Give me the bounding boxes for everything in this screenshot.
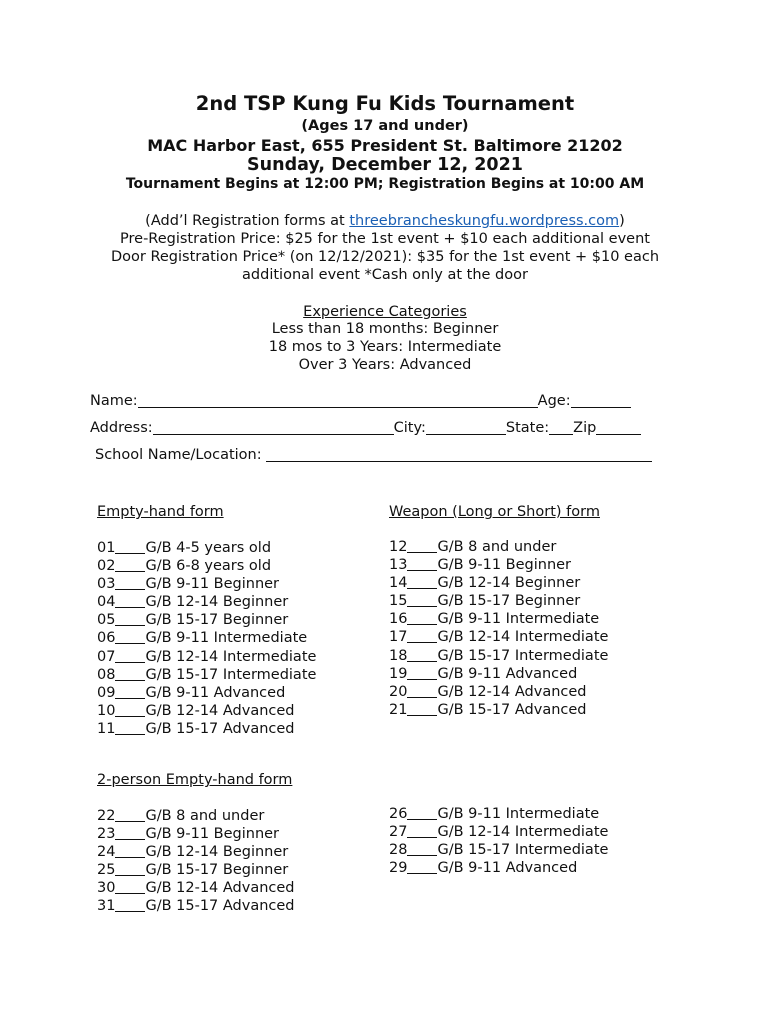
event-checkbox-blank[interactable] — [115, 612, 145, 626]
event-entry — [389, 628, 608, 646]
event-label: G/B 15-17 Intermediate — [437, 647, 609, 664]
event-label: G/B 15-17 Advanced — [145, 720, 295, 737]
event-entry — [97, 879, 295, 897]
event-checkbox-blank[interactable] — [407, 593, 437, 607]
event-checkbox-blank[interactable] — [407, 557, 437, 571]
age-label: Age: — [537, 393, 571, 409]
event-label: G/B 6-8 years old — [145, 558, 272, 575]
event-entry — [97, 593, 316, 611]
event-checkbox-blank[interactable] — [407, 684, 437, 698]
event-label: G/B 12-14 Beginner — [145, 594, 289, 611]
event-entry — [97, 720, 316, 738]
event-label: G/B 9-11 Advanced — [437, 665, 578, 682]
event-entry — [389, 665, 608, 683]
event-entry — [97, 611, 316, 629]
event-checkbox-blank[interactable] — [115, 880, 145, 894]
event-number: 26 — [389, 806, 408, 822]
event-entry — [97, 702, 316, 720]
forms-note — [0, 212, 770, 230]
event-label: G/B 12-14 Advanced — [145, 702, 295, 719]
event-label: G/B 9-11 Intermediate — [437, 806, 600, 822]
event-entry — [97, 825, 295, 843]
event-number: 15 — [389, 593, 408, 610]
state-label: State: — [505, 420, 550, 436]
event-entry — [389, 683, 608, 701]
event-entry — [389, 647, 608, 665]
event-entry — [97, 557, 316, 575]
event-number: 16 — [389, 611, 408, 628]
event-label: G/B 8 and under — [145, 808, 265, 824]
zip-field[interactable] — [596, 420, 641, 435]
event-number: 25 — [97, 862, 116, 879]
event-number: 09 — [97, 684, 116, 701]
event-entry — [97, 648, 316, 666]
event-number: 29 — [389, 860, 408, 877]
event-checkbox-blank[interactable] — [407, 702, 437, 716]
event-label: G/B 12-14 Intermediate — [437, 824, 609, 841]
experience-beginner: Less than 18 months: Beginner — [271, 321, 499, 337]
event-label: G/B 9-11 Intermediate — [437, 611, 600, 628]
event-entry — [97, 807, 295, 825]
two-person-heading: 2-person Empty-hand form — [97, 772, 293, 788]
name-age-row — [90, 393, 631, 409]
event-checkbox-blank[interactable] — [115, 721, 145, 735]
event-checkbox-blank[interactable] — [407, 842, 437, 856]
event-label: G/B 9-11 Advanced — [145, 684, 286, 701]
event-number: 23 — [97, 826, 116, 843]
event-number: 02 — [97, 558, 116, 575]
event-number: 07 — [97, 648, 116, 665]
event-entry — [97, 843, 295, 861]
weapon-heading: Weapon (Long or Short) form — [389, 504, 600, 520]
experience-advanced: Over 3 Years: Advanced — [298, 357, 472, 373]
event-entry — [97, 861, 295, 879]
event-entry — [97, 575, 316, 593]
experience-intermediate: 18 mos to 3 Years: Intermediate — [268, 339, 502, 355]
age-range: (Ages 17 and under) — [301, 118, 469, 134]
event-entry — [389, 610, 608, 628]
event-label: G/B 15-17 Beginner — [145, 612, 289, 629]
event-checkbox-blank[interactable] — [115, 826, 145, 840]
event-number: 17 — [389, 629, 408, 646]
event-number: 19 — [389, 665, 408, 682]
event-label: G/B 9-11 Beginner — [437, 557, 572, 574]
event-number: 27 — [389, 824, 408, 841]
door-registration-price: Door Registration Price* (on 12/12/2021): $35 for the 1st event + $10 each — [110, 249, 660, 265]
event-label: G/B 15-17 Beginner — [145, 862, 289, 879]
event-number: 18 — [389, 647, 408, 664]
event-entry — [389, 841, 608, 859]
event-number: 21 — [389, 701, 408, 718]
event-date: Sunday, December 12, 2021 — [247, 155, 523, 175]
address-label: Address: — [90, 420, 153, 436]
address-field[interactable] — [153, 420, 394, 435]
zip-label: Zip — [573, 420, 597, 436]
experience-heading: Experience Categories — [303, 304, 467, 320]
forms-note-prefix: (Add’l Registration forms at — [145, 213, 350, 229]
event-label: G/B 12-14 Intermediate — [145, 648, 317, 665]
event-checkbox-blank[interactable] — [115, 703, 145, 717]
event-checkbox-blank[interactable] — [407, 575, 437, 589]
event-checkbox-blank[interactable] — [115, 649, 145, 663]
event-times: Tournament Begins at 12:00 PM; Registration Begins at 10:00 AM — [125, 176, 645, 192]
event-number: 03 — [97, 576, 116, 593]
event-number: 30 — [97, 880, 116, 897]
event-label: G/B 15-17 Beginner — [437, 593, 581, 610]
empty-hand-list — [97, 539, 316, 738]
event-number: 20 — [389, 683, 408, 700]
event-label: G/B 9-11 Advanced — [437, 860, 578, 877]
event-entry — [97, 539, 316, 557]
event-checkbox-blank[interactable] — [115, 594, 145, 608]
city-field[interactable] — [426, 420, 506, 435]
event-checkbox-blank[interactable] — [407, 611, 437, 625]
event-checkbox-blank[interactable] — [115, 808, 145, 822]
event-checkbox-blank[interactable] — [115, 685, 145, 699]
event-label: G/B 15-17 Intermediate — [145, 666, 317, 683]
state-field[interactable] — [549, 420, 573, 435]
forms-link[interactable]: threebrancheskungfu.wordpress.com — [349, 213, 620, 229]
event-checkbox-blank[interactable] — [407, 860, 437, 874]
event-entry — [97, 684, 316, 702]
event-label: G/B 12-14 Intermediate — [437, 629, 609, 646]
event-entry — [389, 859, 608, 877]
two-person-right-list — [389, 805, 608, 877]
name-field[interactable] — [138, 393, 538, 408]
school-label: School Name/Location: — [95, 447, 262, 463]
city-label: City: — [393, 420, 426, 436]
event-checkbox-blank[interactable] — [407, 629, 437, 643]
event-checkbox-blank[interactable] — [407, 806, 437, 820]
name-label: Name: — [90, 393, 138, 409]
event-checkbox-blank[interactable] — [115, 844, 145, 858]
event-number: 22 — [97, 808, 116, 824]
event-label: G/B 15-17 Advanced — [145, 898, 295, 915]
event-entry — [389, 556, 608, 574]
event-number: 04 — [97, 594, 116, 611]
event-checkbox-blank[interactable] — [407, 824, 437, 838]
event-label: G/B 15-17 Intermediate — [437, 842, 609, 859]
event-checkbox-blank[interactable] — [115, 558, 145, 572]
event-number: 08 — [97, 666, 116, 683]
empty-hand-heading: Empty-hand form — [97, 504, 224, 520]
event-label: G/B 9-11 Intermediate — [145, 630, 308, 647]
event-label: G/B 4-5 years old — [145, 540, 272, 556]
event-checkbox-blank[interactable] — [407, 648, 437, 662]
event-checkbox-blank[interactable] — [115, 630, 145, 644]
event-number: 24 — [97, 844, 116, 861]
event-number: 05 — [97, 612, 116, 629]
event-checkbox-blank[interactable] — [115, 898, 145, 912]
event-label: G/B 12-14 Beginner — [145, 844, 289, 861]
event-label: G/B 9-11 Beginner — [145, 576, 280, 593]
event-number: 10 — [97, 702, 116, 719]
event-label: G/B 12-14 Advanced — [437, 683, 587, 700]
door-registration-note: additional event *Cash only at the door — [242, 267, 528, 283]
event-checkbox-blank[interactable] — [115, 540, 145, 554]
event-entry — [389, 701, 608, 719]
two-person-left-list — [97, 807, 295, 916]
event-checkbox-blank[interactable] — [115, 576, 145, 590]
event-entry — [389, 574, 608, 592]
event-entry — [97, 897, 295, 915]
event-checkbox-blank[interactable] — [115, 862, 145, 876]
venue-address: MAC Harbor East, 655 President St. Baltimore 21202 — [147, 136, 623, 155]
event-label: G/B 15-17 Advanced — [437, 701, 587, 718]
event-number: 13 — [389, 557, 408, 574]
event-entry — [389, 823, 608, 841]
event-number: 01 — [97, 540, 116, 556]
event-label: G/B 9-11 Beginner — [145, 826, 280, 843]
event-number: 12 — [389, 539, 408, 555]
event-number: 31 — [97, 898, 116, 915]
event-label: G/B 12-14 Beginner — [437, 575, 581, 592]
event-entry — [97, 666, 316, 684]
event-checkbox-blank[interactable] — [407, 666, 437, 680]
address-row — [90, 420, 641, 436]
tournament-title: 2nd TSP Kung Fu Kids Tournament — [195, 92, 575, 115]
age-field[interactable] — [571, 393, 631, 408]
event-entry — [97, 629, 316, 647]
event-number: 28 — [389, 842, 408, 859]
event-label: G/B 8 and under — [437, 539, 557, 555]
weapon-list — [389, 538, 608, 719]
forms-note-suffix: ) — [619, 213, 625, 229]
event-checkbox-blank[interactable] — [115, 667, 145, 681]
event-number: 14 — [389, 575, 408, 592]
event-entry — [389, 538, 608, 556]
event-label: G/B 12-14 Advanced — [145, 880, 295, 897]
event-entry — [389, 805, 608, 823]
event-number: 06 — [97, 630, 116, 647]
event-entry — [389, 592, 608, 610]
school-row — [95, 447, 652, 463]
event-number: 11 — [97, 720, 116, 737]
school-field[interactable] — [266, 447, 652, 462]
event-checkbox-blank[interactable] — [407, 539, 437, 553]
pre-registration-price: Pre-Registration Price: $25 for the 1st event + $10 each additional event — [120, 231, 650, 247]
